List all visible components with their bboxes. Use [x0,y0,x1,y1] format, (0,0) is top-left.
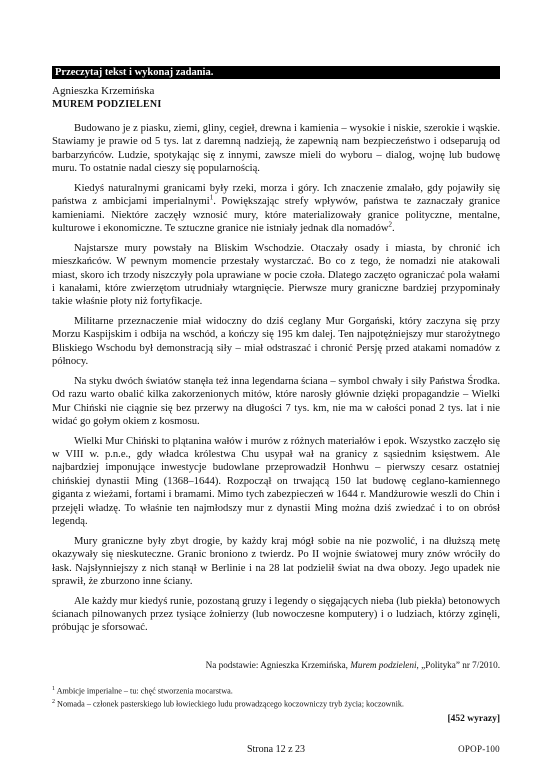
article-title [52,98,161,110]
footnote-reference: 2 [388,220,392,229]
instruction-header: Przeczytaj tekst i wykonaj zadania. [52,66,500,79]
paragraph-7: Mury graniczne były zbyt drogie, by każdy kraj mógł sobie na nie pozwolić, i na dłuższą metę okazywały się nieskuteczne. Granic broniono z twierdz. Po II wojnie światowej mury znów wróciły do łask. Najsłynniejszy z nich stanął w Berlinie i na 28 lat podzielił świat na dwa obozy. Jego upadek nie sprawił, że zburzono inne ściany. [52,535,500,588]
title-rest: UREM PODZIELENI [62,99,162,110]
paragraph-8: Ale każdy mur kiedyś runie, pozostaną gruzy i legendy o sięgających nieba (lub piekła) betonowych ścianach pilnowanych przez tysiące żołnierzy (lub nowoczesne komputery) i o ludziach, którzy zginęli, próbując je sforsować. [52,595,500,634]
footnotes [52,684,500,709]
source-title: Murem podzieleni [350,660,417,670]
paragraph-3: Najstarsze mury powstały na Bliskim Wschodzie. Otaczały osady i miasta, by chronić ich mieszkańców. W pewnym momencie przestały wystarczać. Bo co z tego, że nomadzi nie atakowali miast, skoro ich trzody niszczyły pola uprawiane w pocie czoła. Dlatego zaczęto ograniczać pola wałami i kanałami, które zwierzętom utrudniały wtargnięcie. Pierwsze mury graniczne bardziej przypominały takie właśnie płoty niż fortyfikacje. [52,242,500,308]
word-count: [452 wyrazy] [447,714,500,724]
article-body [52,122,500,641]
paragraph-6: Wielki Mur Chiński to plątanina wałów i murów z różnych materiałów i epok. Wszystko zaczęło się w VIII w. p.n.e., gdy władca królestwa Chu usypał wał na granicy z sąsiednim księstwem. Ale najbardziej imponujące inwestycje budowlane przeprowadził Honhwu – pierwszy cesarz ostatniej chińskiej dynastii Ming (1368–1644). Rozpoczął on trwającą 150 lat budowę ceglano-kamiennego giganta z wieżami, fortami i bramami. Mimo tych zabezpieczeń w 1644 r. Mandżurowie weszli do Chin i przejęli władzę. To właśnie ten najmłodszy mur z dynastii Ming można dziś zwiedzać i to on obrósł legendą. [52,435,500,528]
paragraph-5: Na styku dwóch światów stanęła też inna legendarna ściana – symbol chwały i siły Państwa Środka. Od razu warto obalić kilka zakorzenionych mitów, które narosły głównie dzięki propagandzie – Wielki Mur Chiński nie ciągnie się bez przerwy na długości 7 tys. km, nie ma w całości ponad 2 tys. lat i nie widać go gołym okiem z kosmosu. [52,375,500,428]
footnote-reference: 1 [209,193,214,202]
article-author: Agnieszka Krzemińska [52,85,155,97]
footnote-mark: 1 [52,686,55,692]
footnote-mark: 2 [52,698,55,705]
page-number: Strona 12 z 23 [246,744,306,755]
footnote-text: Nomada – członek pasterskiego lub łowieckiego ludu prowadzącego koczowniczy tryb życia; koczownik. [57,699,404,709]
exam-code: OPOP-100 [458,744,500,754]
footnote-text: Ambicje imperialne – tu: chęć stworzenia mocarstwa. [56,686,233,696]
source-prefix: Na podstawie: Agnieszka Krzemińska, [205,660,351,670]
footnote-2 [52,697,500,710]
source-citation [206,660,500,670]
source-suffix: , „Polityka” nr 7/2010. [416,660,500,670]
paragraph-4: Militarne przeznaczenie miał widoczny do dziś ceglany Mur Gorgański, który zaczyna się przy Morzu Kaspijskim i odbija na wschód, a kończy się 195 km dalej. Ten najpotężniejszy mur starożytnego Bliskiego Wschodu był demonstracją siły – miał odstraszać i chronić Persję przed atakami nomadów z północy. [52,315,500,368]
paragraph-2: Kiedyś naturalnymi granicami były rzeki, morza i góry. Ich znaczenie zmalało, gdy pojawiły się państwa z ambicjami imperialnymi$^1$. Powiększając strefy wpływów, państwa te zaznaczały granice kamieniami. Niektóre zaczęły wznosić mury, które materializowały granice polityczne, mentalne, kulturowe i ekonomiczne. Te sztuczne granice nie istniały jednak dla nomadów$^2$. [52,182,500,235]
footnote-1 [52,684,500,697]
title-initial: M [52,98,63,110]
paragraph-1: Budowano je z piasku, ziemi, gliny, cegieł, drewna i kamienia – wysokie i niskie, szerokie i wąskie. Stawiamy je prawie od 5 tys. lat z daremną nadzieją, że zapewnią nam bezpieczeństwo i odseparują od barbarzyńców. Ludzie, spotykając się z innymi, zawsze mieli do wyboru – dialog, wojnę lub budowę muru. To ostatnie nadal cieszy się popularnością. [52,123,500,175]
